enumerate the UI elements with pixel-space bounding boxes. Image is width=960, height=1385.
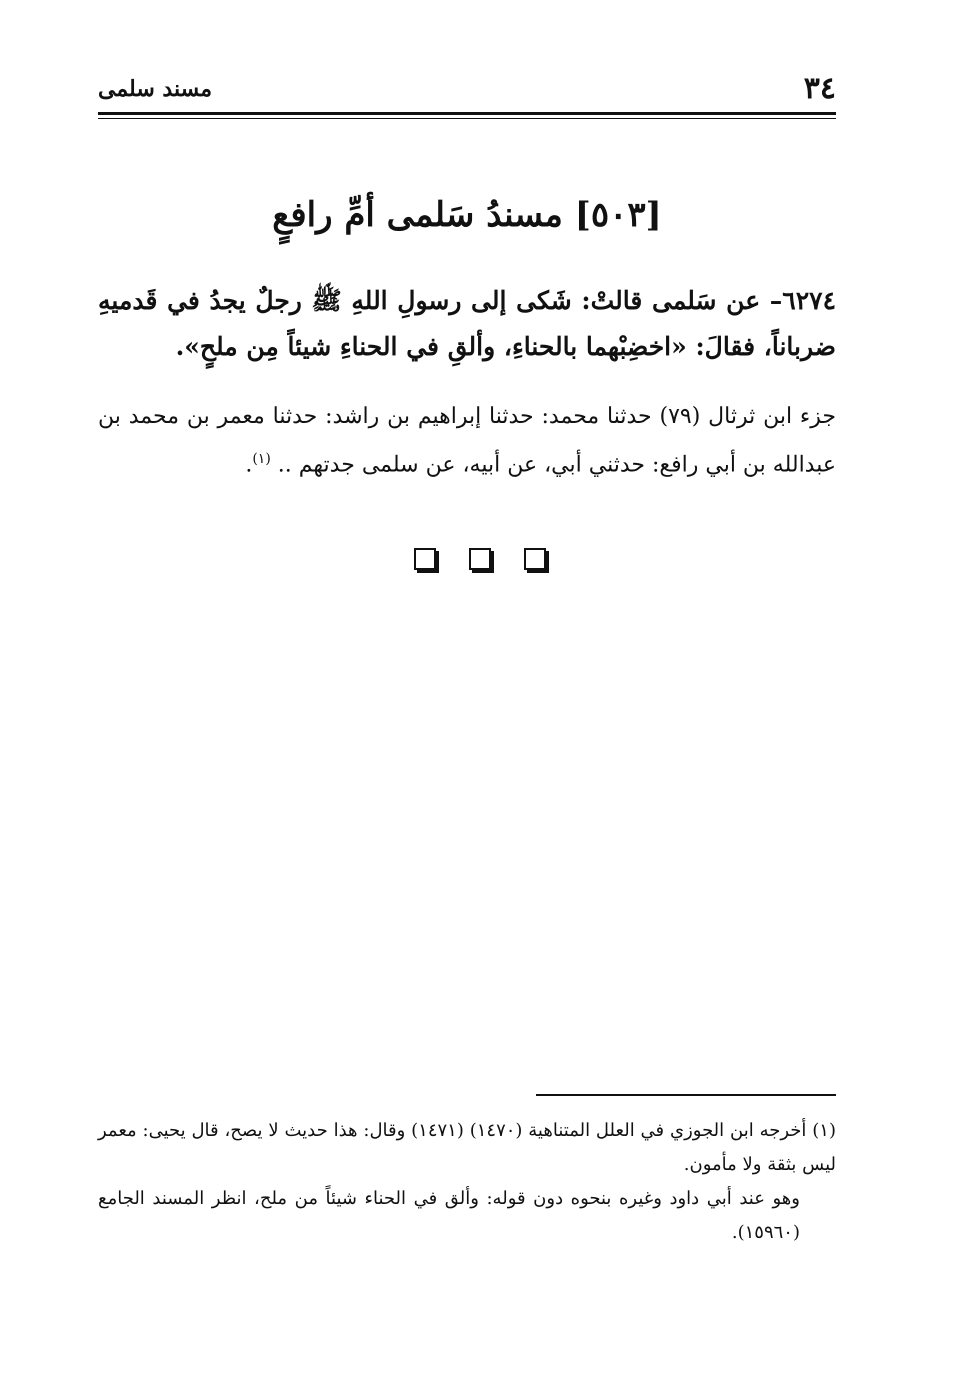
footnote-1-continuation: وهو عند أبي داود وغيره بنحوه دون قوله: وألق في الحناء شيئاً من ملح، انظر المسند الجامع (١٥٩٦٠). [98,1188,800,1243]
footnote-reference: (١) [252,451,271,467]
source-text [98,396,836,486]
page-number: ٣٤ [803,71,836,106]
section-separator [0,548,960,574]
box-icon [524,548,546,570]
footnotes [98,1114,836,1250]
hadith-text: ٦٢٧٤– عن سَلمى قالتْ: شَكى إلى رسولِ اللهِ ﷺ رجلٌ يجدُ في قَدميهِ ضرباناً، فقالَ: «اخضِبْهما بالحناءِ، وألقِ في الحناءِ شيئاً مِن ملحٍ». [98,286,836,361]
source-body: جزء ابن ثرثال (٧٩) حدثنا محمد: حدثنا إبراهيم بن راشد: حدثنا معمر بن محمد بن عبدالله بن أبي رافع: حدثني أبي، عن أبيه، عن سلمى جدتهم .. [98,404,836,478]
footnote-rule [536,1094,836,1096]
header-rule-thin [98,118,836,119]
header-rule [98,112,836,115]
box-icon [469,548,491,570]
footnote-1: (١) أخرجه ابن الجوزي في العلل المتناهية (١٤٧٠) (١٤٧١) وقال: هذا حديث لا يصح، قال يحيى: معمر ليس بثقة ولا مأمون. [98,1120,836,1175]
running-title: مسند سلمى [98,76,213,102]
section-title: [٥٠٣] مسندُ سَلمى أمِّ رافعٍ [272,195,662,235]
source-end-mark: . [245,452,253,478]
box-icon [414,548,436,570]
page-header [98,70,836,110]
